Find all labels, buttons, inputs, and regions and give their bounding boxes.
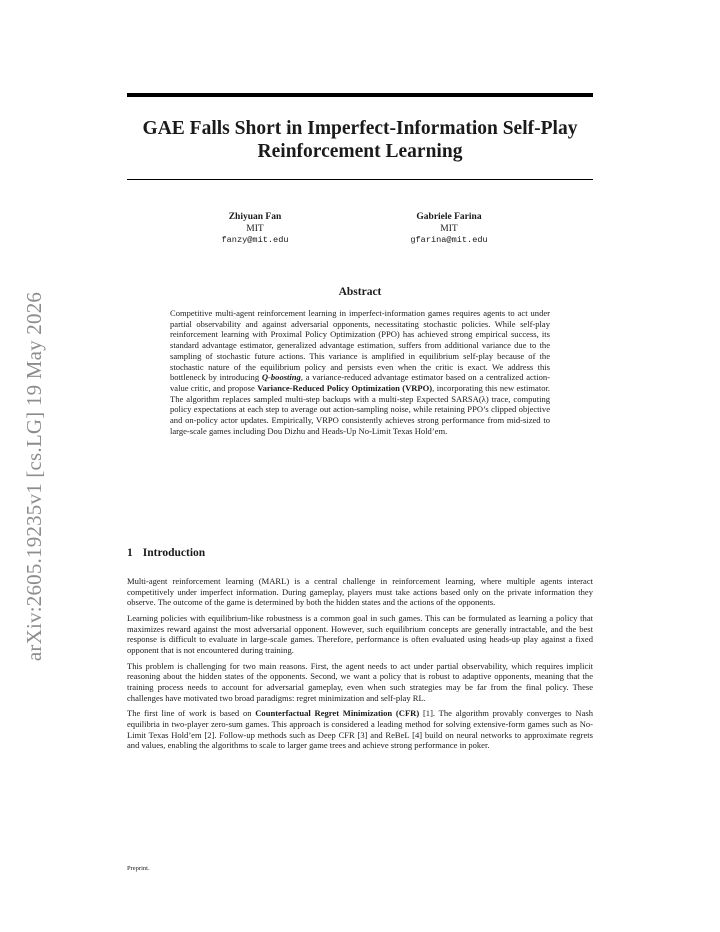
arxiv-identifier-stamp (20, 256, 50, 696)
paper-title-line-1: GAE Falls Short in Imperfect-Information Self-Play (142, 118, 578, 139)
intro-paragraph: Multi-agent reinforcement learning (MARL) is a central challenge in reinforcement learning, where multiple agents interact competitively under imperfect information. During gameplay, players must take actions based only on the private information they observe. The outcome of the game is determined by both the hidden states and the actions of the opponents. (127, 576, 593, 608)
author-affiliation: MIT (440, 223, 458, 234)
intro-paragraph: This problem is challenging for two main reasons. First, the agent needs to act under partial observability, which requires implicit reasoning about the hidden states of the opponents. Second, we want a policy that is robust to adaptive opponents, meaning that the training process needs to account for adversarial gameplay, even when such strategies may be far from the final policy. These challenges have motivated two broad paradigms: regret minimization and self-play RL. (127, 660, 593, 703)
intro-paragraph: The first line of work is based on Counterfactual Regret Minimization (CFR) [1]. The algorithm provably converges to Nash equilibria in two-player zero-sum games. This approach is considered a leading method for solving extensive-form games such as No-Limit Texas Hold’em [2]. Follow-up methods such as Deep CFR [3] and ReBeL [4] build on neural networks to approximate regrets and values, enabling the algorithms to scale to larger game trees and achieve strong performance in poker. (127, 708, 593, 751)
abstract-text: Competitive multi-agent reinforcement learning in imperfect-information games requires agents to act under partial observability and against adversarial opponents, necessitating stochastic policies. While self-play reinforcement learning with Proximal Policy Optimization (PPO) has achieved strong empirical success, its standard advantage estimator, generalized advantage estimation, suffers from additional variance due to the sampling of stochastic future actions. This variance is amplified in equilibrium self-play because of the stochastic nature of the equilibrium policy and persists even when the critic is exact. We address this bottleneck by introducing (170, 308, 550, 383)
intro-paragraph: Learning policies with equilibrium-like robustness is a common goal in such games. This can be formulated as learning a policy that maximizes reward against the most adversarial opponent. However, such equilibrium concepts are generally intractable, and the best response is difficult to evaluate in large-scale games. Therefore, performance is often evaluated using heads-up play against a fixed opponent that is not encountered during training. (127, 612, 593, 655)
author-name: Gabriele Farina (416, 212, 482, 222)
abstract-term-q-boosting: Q-boosting (261, 372, 301, 383)
author-block (394, 212, 504, 247)
abstract-heading: Abstract (338, 286, 382, 298)
author-email[interactable]: gfarina@mit.edu (410, 235, 488, 245)
abstract-body (170, 308, 550, 436)
author-block (200, 212, 310, 247)
paper-title-line-2: Reinforcement Learning (257, 141, 463, 162)
section-heading (127, 547, 205, 559)
title-bottom-rule (127, 179, 593, 180)
introduction-body (127, 576, 593, 756)
title-top-rule (127, 93, 593, 97)
author-email[interactable]: fanzy@mit.edu (221, 235, 289, 245)
author-affiliation: MIT (246, 223, 264, 234)
abstract-term-vrpo: Variance-Reduced Policy Optimization (VRPO) (257, 382, 433, 393)
intro-term-cfr: Counterfactual Regret Minimization (CFR) (255, 708, 420, 719)
author-name: Zhiyuan Fan (228, 212, 282, 222)
section-number: 1 (127, 547, 133, 559)
abstract-text: , incorporating this new estimator. The algorithm replaces sampled multi-step backups with a multi-step Expected SARSA(λ) trace, computing policy expectations at each step to average out action-sampling noise, while retaining PPO’s clipped objective and on-policy actor updates. Empirically, VRPO consistently achieves strong performance from mid-sized to large-scale games including Dou Dizhu and Heads-Up No-Limit Texas Hold’em. (170, 382, 550, 436)
paper-title (127, 117, 593, 163)
arxiv-identifier-text: arXiv:2605.19235v1 [cs.LG] 19 May 2026 (22, 291, 47, 661)
abstract-text: , a variance-reduced advantage estimator based on a centralized action-value critic, and propose (170, 372, 550, 393)
footer-preprint: Preprint. (127, 865, 150, 872)
section-title: Introduction (142, 547, 206, 559)
